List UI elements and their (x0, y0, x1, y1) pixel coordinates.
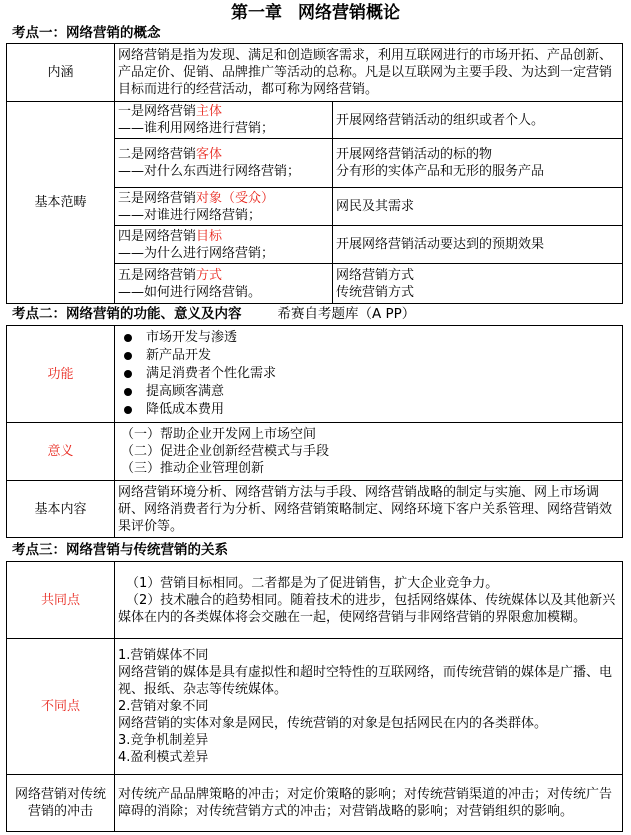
difference-paragraph: 3.竞争机制差异 (118, 733, 209, 748)
significance-item: （一）帮助企业开发网上市场空间 (121, 427, 317, 442)
difference-paragraph: 2.营销对象不同 (118, 699, 209, 714)
section-2-title: 考点二：网络营销的功能、意义及内容 (12, 306, 242, 322)
scope-answer-line: 开展网络营销活动的标的物 (336, 147, 493, 162)
scope-answer (333, 188, 623, 226)
definition-text: 网络营销是指为发现、满足和创造顾客需求，利用互联网进行的市场开拓、产品创新、产品定价、促销、品牌推广等活动的总称。凡是以互联网为主要手段、为达到一定营销目标而进行的经营活动，都可称为网络营销。 (115, 44, 623, 102)
scope-question: ——如何进行网络营销。 (118, 284, 262, 300)
scope-item (115, 102, 333, 139)
scope-answer-line: 网民及其需求 (336, 199, 415, 214)
function-text: 满足消费者个性化需求 (146, 366, 277, 381)
scope-key: 对象（受众） (196, 190, 275, 206)
section-1-heading: 考点一：网络营销的概念 (12, 25, 161, 41)
definition-label: 内涵 (7, 44, 115, 102)
bullet-icon (124, 406, 132, 414)
common-paragraph: （1）营销目标相同。二者都是为了促进销售，扩大企业竞争力。 (126, 575, 499, 591)
chapter-name: 网络营销概论 (298, 3, 400, 23)
scope-prefix: 一是网络营销 (118, 104, 197, 119)
impact-text: 对传统产品品牌策略的冲击；对定价策略的影响；对传统营销渠道的冲击；对传统广告障碍的消除；对传统营销方式的冲击；对营销战略的影响；对营销组织的影响。 (115, 775, 623, 832)
common-row (7, 562, 623, 639)
scope-key: 主体 (196, 104, 223, 119)
scope-question: ——谁利用网络进行营销； (118, 121, 275, 136)
function-text: 提高顾客满意 (146, 384, 225, 399)
scope-question: ——对谁进行网络营销； (118, 207, 262, 223)
scope-question: ——为什么进行网络营销； (118, 245, 275, 261)
common-label: 共同点 (7, 562, 115, 639)
scope-item (115, 188, 333, 226)
difference-paragraph: 4.盈利模式差异 (118, 750, 209, 765)
difference-paragraph: 网络营销的实体对象是网民，传统营销的对象是包括网民在内的各类群体。 (118, 716, 548, 731)
function-text: 降低成本费用 (146, 402, 225, 417)
functions-list (118, 329, 619, 419)
scope-answer (333, 102, 623, 139)
functions-row (7, 326, 623, 423)
scope-answer-line: 开展网络营销活动的组织或者个人。 (336, 112, 545, 128)
chapter-number: 第一章 (231, 3, 282, 23)
impact-label: 网络营销对传统营销的冲击 (7, 775, 115, 832)
scope-key: 客体 (196, 147, 223, 162)
significance-row (7, 423, 623, 481)
scope-answer-line: 传统营销方式 (336, 284, 415, 300)
relation-table (6, 561, 623, 832)
impact-row (7, 775, 623, 832)
function-text: 市场开发与渗透 (146, 330, 238, 345)
function-text: 新产品开发 (146, 348, 212, 363)
difference-paragraph: 网络营销的媒体是具有虚拟性和超时空特性的互联网络，而传统营销的媒体是广播、电视、报纸、杂志等传统媒体。 (118, 665, 613, 697)
difference-paragraph: 1.营销媒体不同 (118, 648, 209, 663)
scope-answer (333, 139, 623, 188)
scope-prefix: 三是网络营销 (118, 190, 197, 206)
scope-answer (333, 226, 623, 264)
bullet-icon (124, 352, 132, 360)
list-item (118, 401, 619, 419)
function-table (6, 325, 623, 538)
scope-item (115, 226, 333, 264)
scope-answer-line: 网络营销方式 (336, 267, 415, 283)
scope-answer (333, 264, 623, 304)
scope-answer-line: 分有形的实体产品和无形的服务产品 (336, 164, 545, 179)
functions-list-cell (115, 326, 623, 423)
significance-label: 意义 (7, 423, 115, 481)
difference-row (7, 639, 623, 775)
bullet-icon (124, 388, 132, 396)
page-title (0, 0, 631, 26)
bullet-icon (124, 370, 132, 378)
functions-label: 功能 (7, 326, 115, 423)
list-item (118, 365, 619, 383)
common-paragraph: （2）技术融合的趋势相同。随着技术的进步，包括网络媒体、传统媒体以及其他新兴媒体在内的各类媒体将会交融在一起，使网络营销与非网络营销的界限愈加模糊。 (118, 592, 616, 625)
definition-row (7, 44, 623, 102)
significance-item: （三）推动企业管理创新 (121, 461, 265, 476)
scope-label: 基本范畴 (7, 102, 115, 304)
common-text (115, 562, 623, 639)
scope-item (115, 264, 333, 304)
scope-answer-line: 开展网络营销活动要达到的预期效果 (336, 237, 545, 252)
difference-text (115, 639, 623, 775)
scope-prefix: 五是网络营销 (118, 267, 197, 283)
list-item (118, 383, 619, 401)
scope-prefix: 四是网络营销 (118, 228, 197, 244)
scope-key: 方式 (196, 267, 223, 283)
difference-label: 不同点 (7, 639, 115, 775)
content-label: 基本内容 (7, 481, 115, 538)
scope-row (7, 102, 623, 139)
concept-table (6, 43, 623, 304)
scope-item (115, 139, 333, 188)
content-row (7, 481, 623, 538)
scope-key: 目标 (196, 228, 223, 244)
section-2-heading (12, 306, 415, 323)
bullet-icon (124, 334, 132, 342)
content-text: 网络营销环境分析、网络营销方法与手段、网络营销战略的制定与实施、网上市场调研、网络消费者行为分析、网络营销策略制定、网络环境下客户关系管理、网络营销效果评价等。 (115, 481, 623, 538)
scope-question: ——对什么东西进行网络营销； (118, 164, 301, 179)
list-item (118, 329, 619, 347)
significance-list (115, 423, 623, 481)
list-item (118, 347, 619, 365)
section-2-note: 希赛自考题库（A PP） (277, 306, 416, 322)
significance-item: （二）促进企业创新经营模式与手段 (121, 444, 330, 459)
section-3-heading: 考点三：网络营销与传统营销的关系 (12, 542, 228, 558)
scope-prefix: 二是网络营销 (118, 147, 197, 162)
